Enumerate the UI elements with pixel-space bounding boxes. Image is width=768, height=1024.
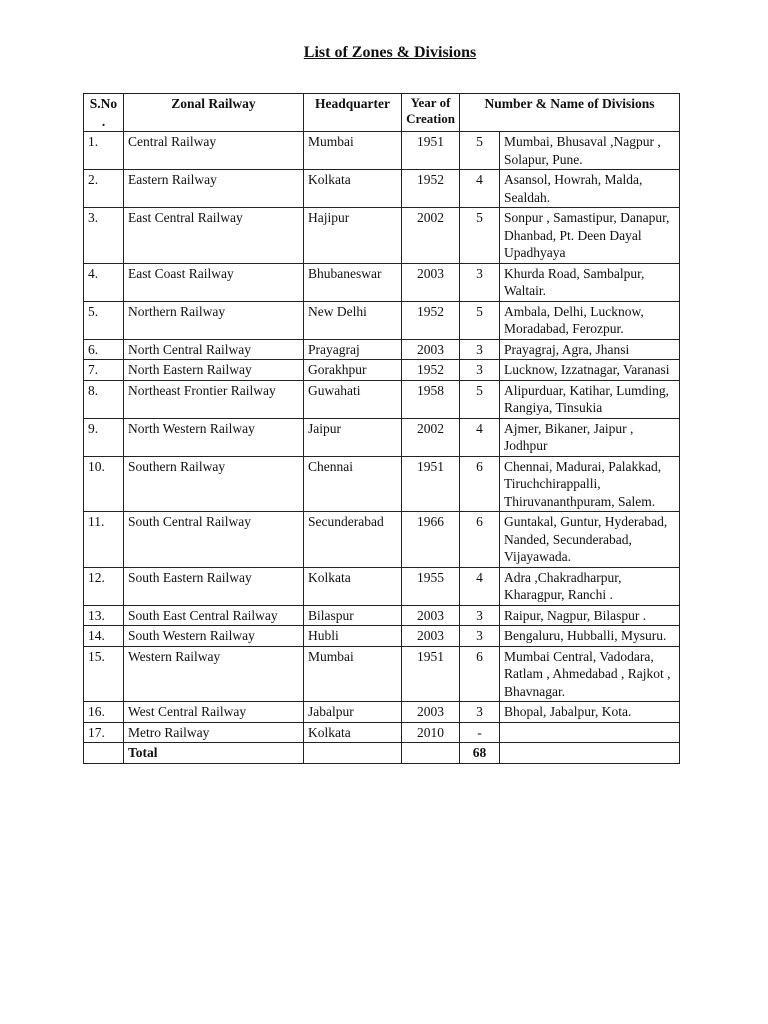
cell-zonal-railway: North Eastern Railway <box>124 360 304 381</box>
cell-year: 1951 <box>402 456 460 512</box>
cell-division-count: 4 <box>460 170 500 208</box>
cell-sno: 17. <box>84 722 124 743</box>
cell-sno: 6. <box>84 339 124 360</box>
cell-division-names: Guntakal, Guntur, Hyderabad, Nanded, Secunderabad, Vijayawada. <box>500 512 680 568</box>
cell-zonal-railway: South Western Railway <box>124 626 304 647</box>
header-headquarter: Headquarter <box>304 94 402 132</box>
cell-division-count: 3 <box>460 263 500 301</box>
cell-division-count: 6 <box>460 512 500 568</box>
cell-sno: 14. <box>84 626 124 647</box>
cell-division-count: 3 <box>460 360 500 381</box>
cell-division-count: 3 <box>460 702 500 723</box>
cell-division-names: Khurda Road, Sambalpur, Waltair. <box>500 263 680 301</box>
cell-year: 1955 <box>402 567 460 605</box>
cell-division-names: Sonpur , Samastipur, Danapur, Dhanbad, Pt. Deen Dayal Upadhyaya <box>500 208 680 264</box>
cell-headquarter: New Delhi <box>304 301 402 339</box>
total-year-cell <box>402 743 460 764</box>
cell-headquarter: Jabalpur <box>304 702 402 723</box>
cell-sno: 5. <box>84 301 124 339</box>
cell-division-names: Chennai, Madurai, Palakkad, Tiruchchirappalli, Thiruvananthpuram, Salem. <box>500 456 680 512</box>
table-row <box>84 567 680 605</box>
cell-zonal-railway: Metro Railway <box>124 722 304 743</box>
cell-year: 1952 <box>402 301 460 339</box>
cell-division-names: Ambala, Delhi, Lucknow, Moradabad, Ferozpur. <box>500 301 680 339</box>
cell-headquarter: Secunderabad <box>304 512 402 568</box>
cell-division-names: Asansol, Howrah, Malda, Sealdah. <box>500 170 680 208</box>
table-row <box>84 722 680 743</box>
cell-division-count: 4 <box>460 567 500 605</box>
page-title: List of Zones & Divisions <box>303 44 477 61</box>
cell-division-count: 6 <box>460 456 500 512</box>
table-row <box>84 380 680 418</box>
cell-year: 1951 <box>402 646 460 702</box>
cell-sno: 10. <box>84 456 124 512</box>
table-row <box>84 301 680 339</box>
cell-sno: 13. <box>84 605 124 626</box>
cell-headquarter: Mumbai <box>304 646 402 702</box>
header-divisions: Number & Name of Divisions <box>460 94 680 132</box>
table-row <box>84 456 680 512</box>
cell-year: 2003 <box>402 339 460 360</box>
cell-division-count: 5 <box>460 380 500 418</box>
cell-year: 1958 <box>402 380 460 418</box>
cell-division-count: 3 <box>460 339 500 360</box>
cell-sno: 11. <box>84 512 124 568</box>
table-row <box>84 702 680 723</box>
cell-year: 2002 <box>402 208 460 264</box>
table-row <box>84 263 680 301</box>
table-row <box>84 208 680 264</box>
cell-year: 2003 <box>402 605 460 626</box>
total-names-cell <box>500 743 680 764</box>
cell-year: 2010 <box>402 722 460 743</box>
cell-sno: 8. <box>84 380 124 418</box>
cell-year: 1966 <box>402 512 460 568</box>
cell-headquarter: Jaipur <box>304 418 402 456</box>
cell-division-names: Raipur, Nagpur, Bilaspur . <box>500 605 680 626</box>
cell-sno: 12. <box>84 567 124 605</box>
cell-headquarter: Hubli <box>304 626 402 647</box>
cell-division-names: Alipurduar, Katihar, Lumding, Rangiya, Tinsukia <box>500 380 680 418</box>
cell-division-count: 5 <box>460 208 500 264</box>
cell-zonal-railway: East Central Railway <box>124 208 304 264</box>
cell-division-count: 6 <box>460 646 500 702</box>
cell-headquarter: Kolkata <box>304 722 402 743</box>
cell-sno: 3. <box>84 208 124 264</box>
cell-division-names: Ajmer, Bikaner, Jaipur , Jodhpur <box>500 418 680 456</box>
cell-division-names <box>500 722 680 743</box>
cell-sno: 16. <box>84 702 124 723</box>
cell-division-names: Mumbai Central, Vadodara, Ratlam , Ahmedabad , Rajkot , Bhavnagar. <box>500 646 680 702</box>
cell-year: 2003 <box>402 263 460 301</box>
cell-headquarter: Bhubaneswar <box>304 263 402 301</box>
cell-division-count: 3 <box>460 605 500 626</box>
cell-headquarter: Mumbai <box>304 132 402 170</box>
cell-headquarter: Kolkata <box>304 170 402 208</box>
cell-headquarter: Prayagraj <box>304 339 402 360</box>
cell-zonal-railway: Western Railway <box>124 646 304 702</box>
cell-zonal-railway: West Central Railway <box>124 702 304 723</box>
cell-division-names: Bhopal, Jabalpur, Kota. <box>500 702 680 723</box>
cell-zonal-railway: Northern Railway <box>124 301 304 339</box>
total-row <box>84 743 680 764</box>
cell-zonal-railway: South East Central Railway <box>124 605 304 626</box>
cell-sno: 7. <box>84 360 124 381</box>
cell-zonal-railway: North Central Railway <box>124 339 304 360</box>
cell-zonal-railway: North Western Railway <box>124 418 304 456</box>
cell-division-count: 3 <box>460 626 500 647</box>
cell-year: 2002 <box>402 418 460 456</box>
table-body <box>84 132 680 743</box>
cell-sno: 9. <box>84 418 124 456</box>
cell-zonal-railway: South Eastern Railway <box>124 567 304 605</box>
header-zonal-railway: Zonal Railway <box>124 94 304 132</box>
cell-headquarter: Bilaspur <box>304 605 402 626</box>
cell-zonal-railway: South Central Railway <box>124 512 304 568</box>
cell-headquarter: Kolkata <box>304 567 402 605</box>
total-label: Total <box>124 743 304 764</box>
cell-sno: 1. <box>84 132 124 170</box>
cell-zonal-railway: Eastern Railway <box>124 170 304 208</box>
cell-division-names: Mumbai, Bhusaval ,Nagpur , Solapur, Pune. <box>500 132 680 170</box>
zones-table <box>83 93 680 764</box>
cell-sno: 15. <box>84 646 124 702</box>
cell-headquarter: Chennai <box>304 456 402 512</box>
table-row <box>84 170 680 208</box>
table-row <box>84 512 680 568</box>
cell-zonal-railway: Southern Railway <box>124 456 304 512</box>
table-row <box>84 626 680 647</box>
total-divisions-count: 68 <box>460 743 500 764</box>
cell-headquarter: Gorakhpur <box>304 360 402 381</box>
cell-zonal-railway: East Coast Railway <box>124 263 304 301</box>
table-row <box>84 646 680 702</box>
total-sno-cell <box>84 743 124 764</box>
header-row <box>84 94 680 132</box>
cell-sno: 2. <box>84 170 124 208</box>
cell-sno: 4. <box>84 263 124 301</box>
cell-year: 1951 <box>402 132 460 170</box>
cell-year: 2003 <box>402 626 460 647</box>
cell-year: 1952 <box>402 360 460 381</box>
cell-year: 1952 <box>402 170 460 208</box>
cell-zonal-railway: Central Railway <box>124 132 304 170</box>
cell-division-names: Adra ,Chakradharpur, Kharagpur, Ranchi . <box>500 567 680 605</box>
header-year-of-creation: Year of Creation <box>402 94 460 132</box>
cell-division-count: - <box>460 722 500 743</box>
cell-division-count: 4 <box>460 418 500 456</box>
cell-division-names: Bengaluru, Hubballi, Mysuru. <box>500 626 680 647</box>
cell-year: 2003 <box>402 702 460 723</box>
cell-headquarter: Guwahati <box>304 380 402 418</box>
header-sno: S.No . <box>84 94 124 132</box>
table-row <box>84 339 680 360</box>
table-row <box>84 418 680 456</box>
cell-division-count: 5 <box>460 301 500 339</box>
total-hq-cell <box>304 743 402 764</box>
table-row <box>84 360 680 381</box>
cell-division-count: 5 <box>460 132 500 170</box>
table-row <box>84 132 680 170</box>
cell-division-names: Prayagraj, Agra, Jhansi <box>500 339 680 360</box>
cell-zonal-railway: Northeast Frontier Railway <box>124 380 304 418</box>
cell-division-names: Lucknow, Izzatnagar, Varanasi <box>500 360 680 381</box>
table-row <box>84 605 680 626</box>
cell-headquarter: Hajipur <box>304 208 402 264</box>
